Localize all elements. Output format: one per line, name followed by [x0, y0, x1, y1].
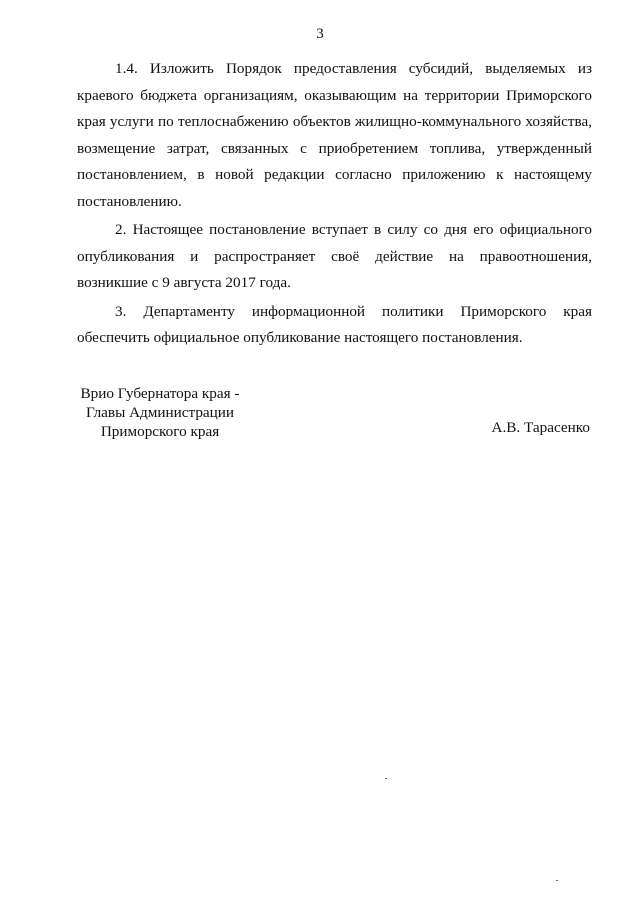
signer-title — [60, 384, 260, 441]
page-number: 3 — [316, 26, 324, 42]
scan-speck — [556, 880, 558, 881]
signature-block — [0, 384, 640, 444]
document-body — [77, 56, 592, 354]
scan-speck — [385, 778, 387, 779]
paragraph-2: 2. Настоящее постановление вступает в силу со дня его официального опубликования и распространяет своё действие на правоотношения, возникшие с 9 августа 2017 года. — [77, 221, 592, 291]
paragraph-1-4: 1.4. Изложить Порядок предоставления субсидий, выделяемых из краевого бюджета организациям, оказывающим на территории Приморского края услуги по теплоснабжению объектов жилищно-коммунального хозяйства, возмещение затрат, связанных с приобретением топлива, утвержденный постановлением, в новой редакции согласно приложению к настоящему постановлению. — [77, 60, 592, 210]
signer-name: А.В. Тарасенко — [491, 419, 590, 436]
signer-title-line-1: Врио Губернатора края - — [80, 385, 240, 402]
paragraph-3: 3. Департаменту информационной политики Приморского края обеспечить официальное опубликование настоящего постановления. — [77, 302, 592, 346]
signer-title-line-2: Главы Администрации — [85, 404, 235, 421]
signer-title-line-3: Приморского края — [100, 423, 220, 440]
signature-area — [310, 368, 420, 422]
